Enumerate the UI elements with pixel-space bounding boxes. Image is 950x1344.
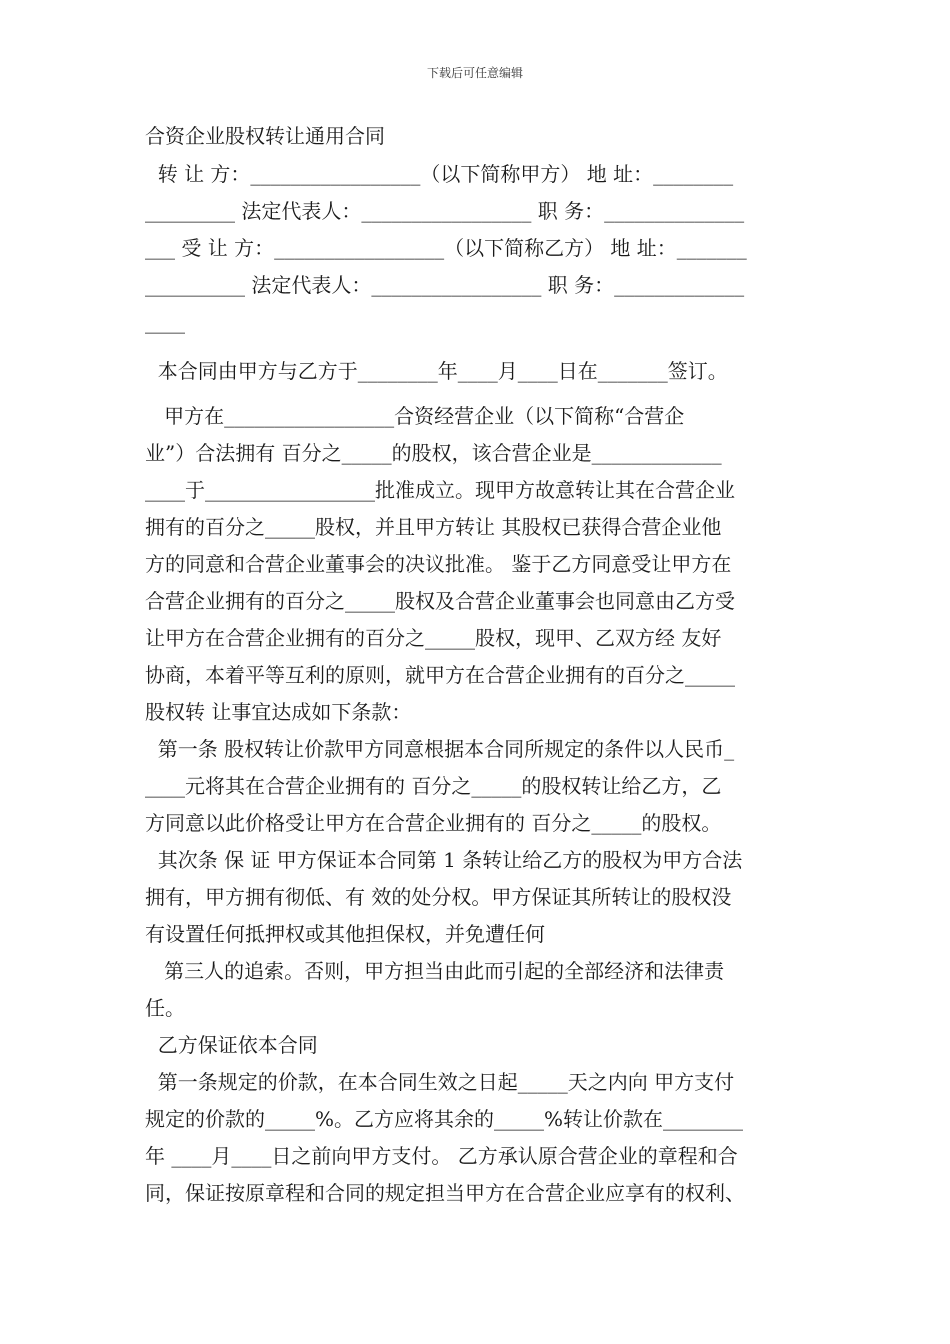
contract-body (145, 156, 807, 1212)
text-line: 乙方保证依本合同 (145, 1033, 318, 1057)
text-line: 其次条 保 证 甲方保证本合同第 1 条转让给乙方的股权为甲方合法 (145, 848, 743, 872)
text-line: 方同意以此价格受让甲方在合营企业拥有的 百分之_____的股权。 (145, 811, 722, 835)
text-line: 转 让 方：_________________（以下简称甲方） 地 址：________ (145, 162, 734, 186)
text-line: 规定的价款的_____%。乙方应将其余的_____%转让价款在________ (145, 1107, 744, 1131)
text-line: 甲方在_________________合资经营企业（以下简称“合营企 (145, 404, 685, 428)
text-line: 方的同意和合营企业董事会的决议批准。 鉴于乙方同意受让甲方在 (145, 552, 732, 576)
text-line: ____ (145, 310, 185, 334)
text-line: 协商，本着平等互利的原则，就甲方在合营企业拥有的百分之_____ (145, 663, 735, 687)
document-title: 合资企业股权转让通用合同 (145, 124, 385, 148)
text-line: _________ 法定代表人：_________________ 职 务：______________ (145, 199, 745, 223)
text-line: 年 ____月____日之前向甲方支付。 乙方承认原合营企业的章程和合 (145, 1144, 738, 1168)
text-line: 第一条 股权转让价款甲方同意根据本合同所规定的条件以人民币_ (145, 737, 735, 761)
text-line: 同，保证按原章程和合同的规定担当甲方在合营企业应享有的权利、 (145, 1181, 745, 1205)
text-line: 拥有的百分之_____股权，并且甲方转让 其股权已获得合营企业他 (145, 515, 722, 539)
page-header: 下载后可任意编辑 (426, 66, 523, 80)
text-line: ___ 受 让 方：_________________（以下简称乙方） 地 址：_______ (145, 236, 747, 260)
text-line: 股权转 让事宜达成如下条款： (145, 700, 412, 724)
text-line: 第三人的追索。否则，甲方担当由此而引起的全部经济和法律责 (145, 959, 725, 983)
text-line: 拥有，甲方拥有彻低、有 效的处分权。甲方保证其所转让的股权没 (145, 885, 732, 909)
text-line: 第一条规定的价款，在本合同生效之日起_____天之内向 甲方支付 (145, 1070, 735, 1094)
text-line: ____于_________________批准成立。现甲方故意转让其在合营企业 (145, 478, 735, 502)
text-line: ____元将其在合营企业拥有的 百分之_____的股权转让给乙方，乙 (145, 774, 722, 798)
text-line: 有设置任何抵押权或其他担保权，并免遭任何 (145, 922, 545, 946)
text-line: 本合同由甲方与乙方于________年____月____日在_______签订。 (145, 359, 728, 383)
text-line: __________ 法定代表人：_________________ 职 务：_____________ (145, 273, 745, 297)
text-line: 让甲方在合营企业拥有的百分之_____股权，现甲、乙双方经 友好 (145, 626, 722, 650)
text-line: 业”）合法拥有 百分之_____的股权，该合营企业是_____________ (145, 441, 722, 465)
text-line: 合营企业拥有的百分之_____股权及合营企业董事会也同意由乙方受 (145, 589, 735, 613)
text-line: 任。 (145, 996, 185, 1020)
